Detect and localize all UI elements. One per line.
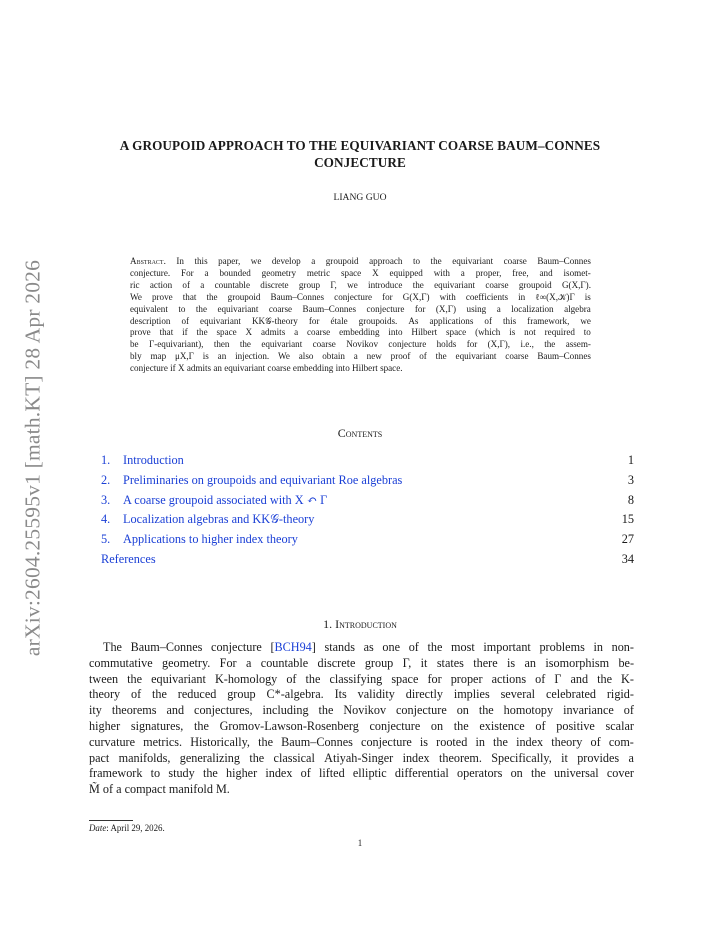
- toc-entry-label: Preliminaries on groupoids and equivariant Roe algebras: [123, 472, 403, 487]
- toc-entry-link[interactable]: [101, 551, 156, 571]
- toc-entry-label: Introduction: [123, 453, 184, 467]
- date-value: : April 29, 2026.: [106, 823, 165, 833]
- date-footnote: [89, 823, 165, 833]
- toc-entry-page: 27: [621, 532, 634, 547]
- toc-entry[interactable]: [101, 531, 634, 551]
- abstract: [130, 256, 591, 375]
- toc-entry-index: 5.: [101, 532, 111, 547]
- toc-entry-page: 8: [627, 492, 634, 507]
- abstract-line: We prove that the groupoid Baum–Connes conjecture for G(X,Γ) with coefficients in ℓ∞(X,𝒦)Γ is: [130, 291, 591, 302]
- toc-entry-label: References: [101, 551, 156, 566]
- intro-line: pact manifolds, generalizing the classical Atiyah-Singer index theorem. Specifically, it provides a: [89, 750, 634, 765]
- toc-entry-page: 3: [627, 472, 634, 487]
- toc-entry-index: 4.: [101, 512, 111, 527]
- toc-entry-link[interactable]: [101, 511, 314, 531]
- intro-line: higher signatures, the Gromov-Lawson-Rosenberg conjecture on the existence of positive scalar: [89, 718, 634, 733]
- abstract-line: conjecture if X admits an equivariant coarse embedding into Hilbert space.: [130, 363, 403, 374]
- toc-entry-page: 15: [621, 512, 634, 527]
- paper-title: [100, 137, 620, 171]
- toc-entry-label: Applications to higher index theory: [123, 532, 298, 547]
- toc-entry-index: 2.: [101, 472, 111, 487]
- toc-entry[interactable]: [101, 452, 634, 472]
- abstract-line: be Γ-equivariant), then the equivariant coarse Novikov conjecture holds for (X,Γ), i.e., the assem-: [130, 339, 591, 350]
- table-of-contents: [101, 452, 634, 571]
- intro-line: theory of the reduced group C*-algebra. Its validity directly implies several celebrated rigid-: [89, 687, 634, 702]
- abstract-line: equivalent to the equivariant coarse Baum–Connes conjecture for (X,Γ) using a localization algebra: [130, 303, 591, 314]
- intro-line: The Baum–Connes conjecture [BCH94] stands as one of the most important problems in non-: [103, 640, 634, 654]
- intro-line: commutative geometry. For a countable discrete group Γ, it states there is an isomorphism be-: [89, 655, 634, 670]
- author-name: LIANG GUO: [333, 192, 387, 203]
- intro-line: M̃ of a compact manifold M.: [89, 782, 230, 797]
- abstract-line: Abstract. In this paper, we develop a groupoid approach to the equivariant coarse Baum–Connes: [130, 256, 591, 266]
- abstract-line: description of equivariant KK𝒢-theory for étale groupoids. As applications of this framework, we: [130, 315, 591, 326]
- abstract-line: bly map μX,Γ is an injection. We also obtain a new proof of the equivariant coarse Baum–Connes: [130, 351, 591, 362]
- toc-entry-index: 1.: [101, 453, 111, 467]
- toc-entry[interactable]: [101, 492, 634, 512]
- toc-entry-link[interactable]: [101, 531, 298, 551]
- intro-line: framework to study the higher index of lifted elliptic differential operators on the universal cover: [89, 766, 634, 781]
- toc-entry-page: 1: [627, 453, 634, 467]
- toc-entry-label: Localization algebras and KK𝒢-theory: [123, 512, 315, 527]
- introduction-paragraph: [89, 640, 634, 798]
- abstract-line: conjecture. For a bounded geometry metric space X equipped with a proper, free, and isomet-: [130, 267, 591, 278]
- intro-line: ity theorems and conjectures, including the Novikov conjecture on the homotopy invariance of: [89, 703, 634, 718]
- arxiv-identifier-stamp: [8, 248, 58, 668]
- page-number: 1: [357, 838, 363, 848]
- contents-heading: Contents: [337, 426, 383, 440]
- title-line-2: CONJECTURE: [314, 155, 406, 170]
- toc-entry[interactable]: [101, 472, 634, 492]
- toc-entry-link[interactable]: [101, 472, 402, 492]
- date-label: Date: [89, 823, 107, 833]
- toc-entry-page: 34: [621, 551, 634, 566]
- section-heading: [0, 617, 720, 632]
- footnote-rule: [89, 820, 133, 821]
- intro-line: curvature metrics. Historically, the Baum–Connes conjecture is rooted in the index theory of com-: [89, 734, 634, 749]
- citation-link[interactable]: BCH94: [274, 640, 312, 654]
- intro-line: tween the equivariant K-homology of the classifying space for proper actions of Γ and the K-: [89, 671, 634, 686]
- toc-entry[interactable]: [101, 551, 634, 571]
- toc-entry-link[interactable]: [101, 452, 184, 472]
- title-line-1: A GROUPOID APPROACH TO THE EQUIVARIANT COARSE BAUM–CONNES: [119, 138, 601, 153]
- section-title: Introduction: [335, 617, 397, 631]
- toc-entry-index: 3.: [101, 492, 111, 507]
- toc-entry-link[interactable]: [101, 492, 327, 512]
- abstract-line: ric action of a countable discrete group Γ, we introduce the equivariant coarse groupoid G(X,Γ).: [130, 279, 591, 290]
- arxiv-identifier-text: arXiv:2604.25595v1 [math.KT] 28 Apr 2026: [20, 259, 45, 657]
- abstract-line: prove that if the space X admits a coarse embedding into Hilbert space (which is not required to: [130, 327, 591, 338]
- toc-entry[interactable]: [101, 511, 634, 531]
- toc-entry-label: A coarse groupoid associated with X ↶ Γ: [123, 492, 328, 507]
- abstract-label: Abstract.: [130, 256, 166, 266]
- section-number: 1.: [323, 617, 333, 631]
